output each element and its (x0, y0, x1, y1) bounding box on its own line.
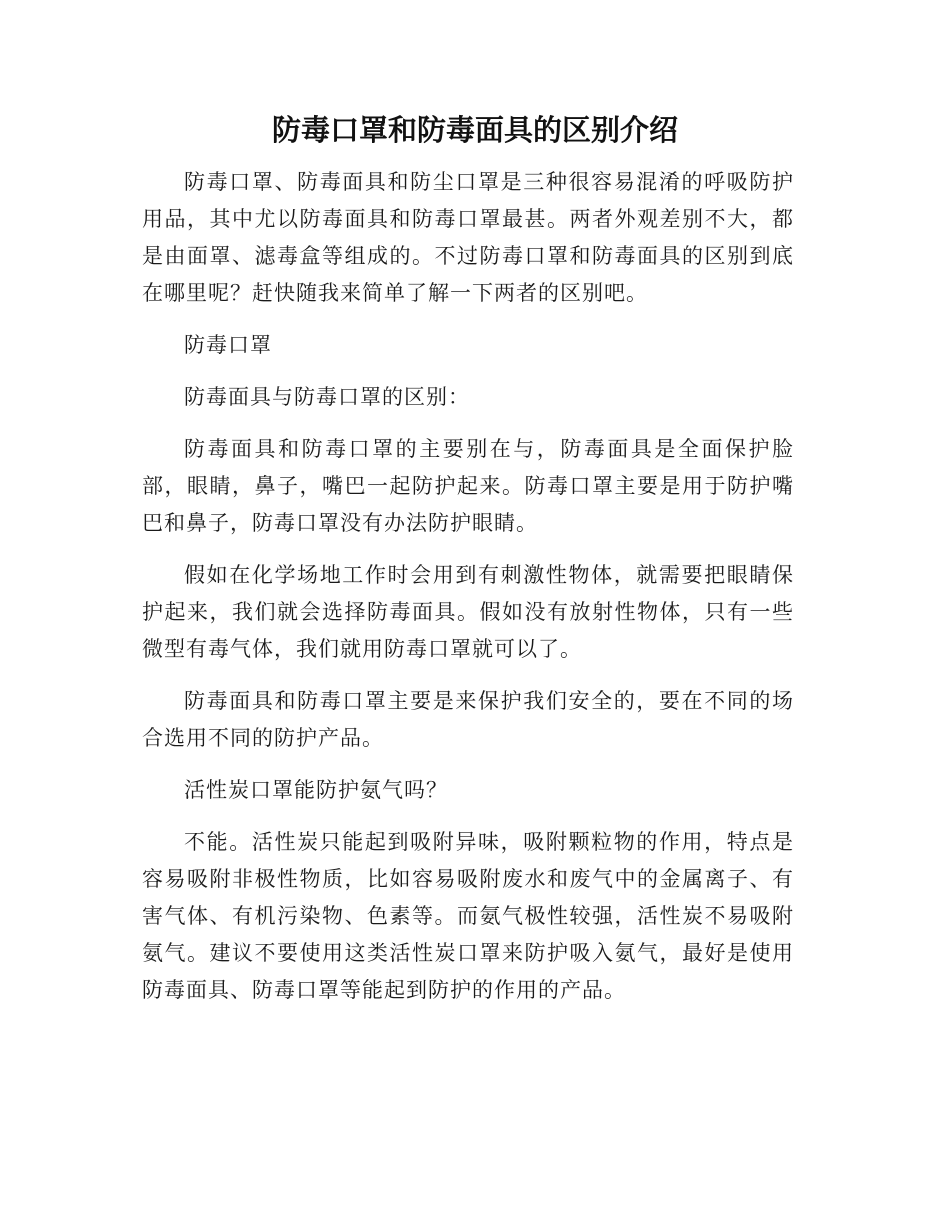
document-title: 防毒口罩和防毒面具的区别介绍 (271, 113, 678, 147)
paragraph-heading-ammonia: 活性炭口罩能防护氨气吗？ (184, 778, 448, 802)
paragraph-heading-difference: 防毒面具与防毒口罩的区别： (184, 385, 470, 409)
paragraph-safety: 防毒面具和防毒口罩主要是来保护我们安全的，要在不同的场合选用不同的防护产品。 (142, 689, 794, 750)
paragraph-usage: 假如在化学场地工作时会用到有刺激性物体，就需要把眼睛保护起来，我们就会选择防毒面具。假如没有放射性物体，只有一些微型有毒气体，我们就用防毒口罩就可以了。 (142, 563, 794, 661)
document-body (142, 164, 794, 1024)
paragraph-intro: 防毒口罩、防毒面具和防尘口罩是三种很容易混淆的呼吸防护用品，其中尤以防毒面具和防毒口罩最甚。两者外观差别不大，都是由面罩、滤毒盒等组成的。不过防毒口罩和防毒面具的区别到底在哪里呢？赶快随我来简单了解一下两者的区别吧。 (142, 170, 794, 305)
paragraph-difference: 防毒面具和防毒口罩的主要别在与，防毒面具是全面保护脸部，眼睛，鼻子，嘴巴一起防护起来。防毒口罩主要是用于防护嘴巴和鼻子，防毒口罩没有办法防护眼睛。 (142, 437, 794, 535)
paragraph-ammonia: 不能。活性炭只能起到吸附异味，吸附颗粒物的作用，特点是容易吸附非极性物质，比如容易吸附废水和废气中的金属离子、有害气体、有机污染物、色素等。而氨气极性较强，活性炭不易吸附氨气。建议不要使用这类活性炭口罩来防护吸入氨气，最好是使用防毒面具、防毒口罩等能起到防护的作用的产品。 (142, 830, 794, 1002)
paragraph-heading-mask: 防毒口罩 (184, 333, 272, 357)
